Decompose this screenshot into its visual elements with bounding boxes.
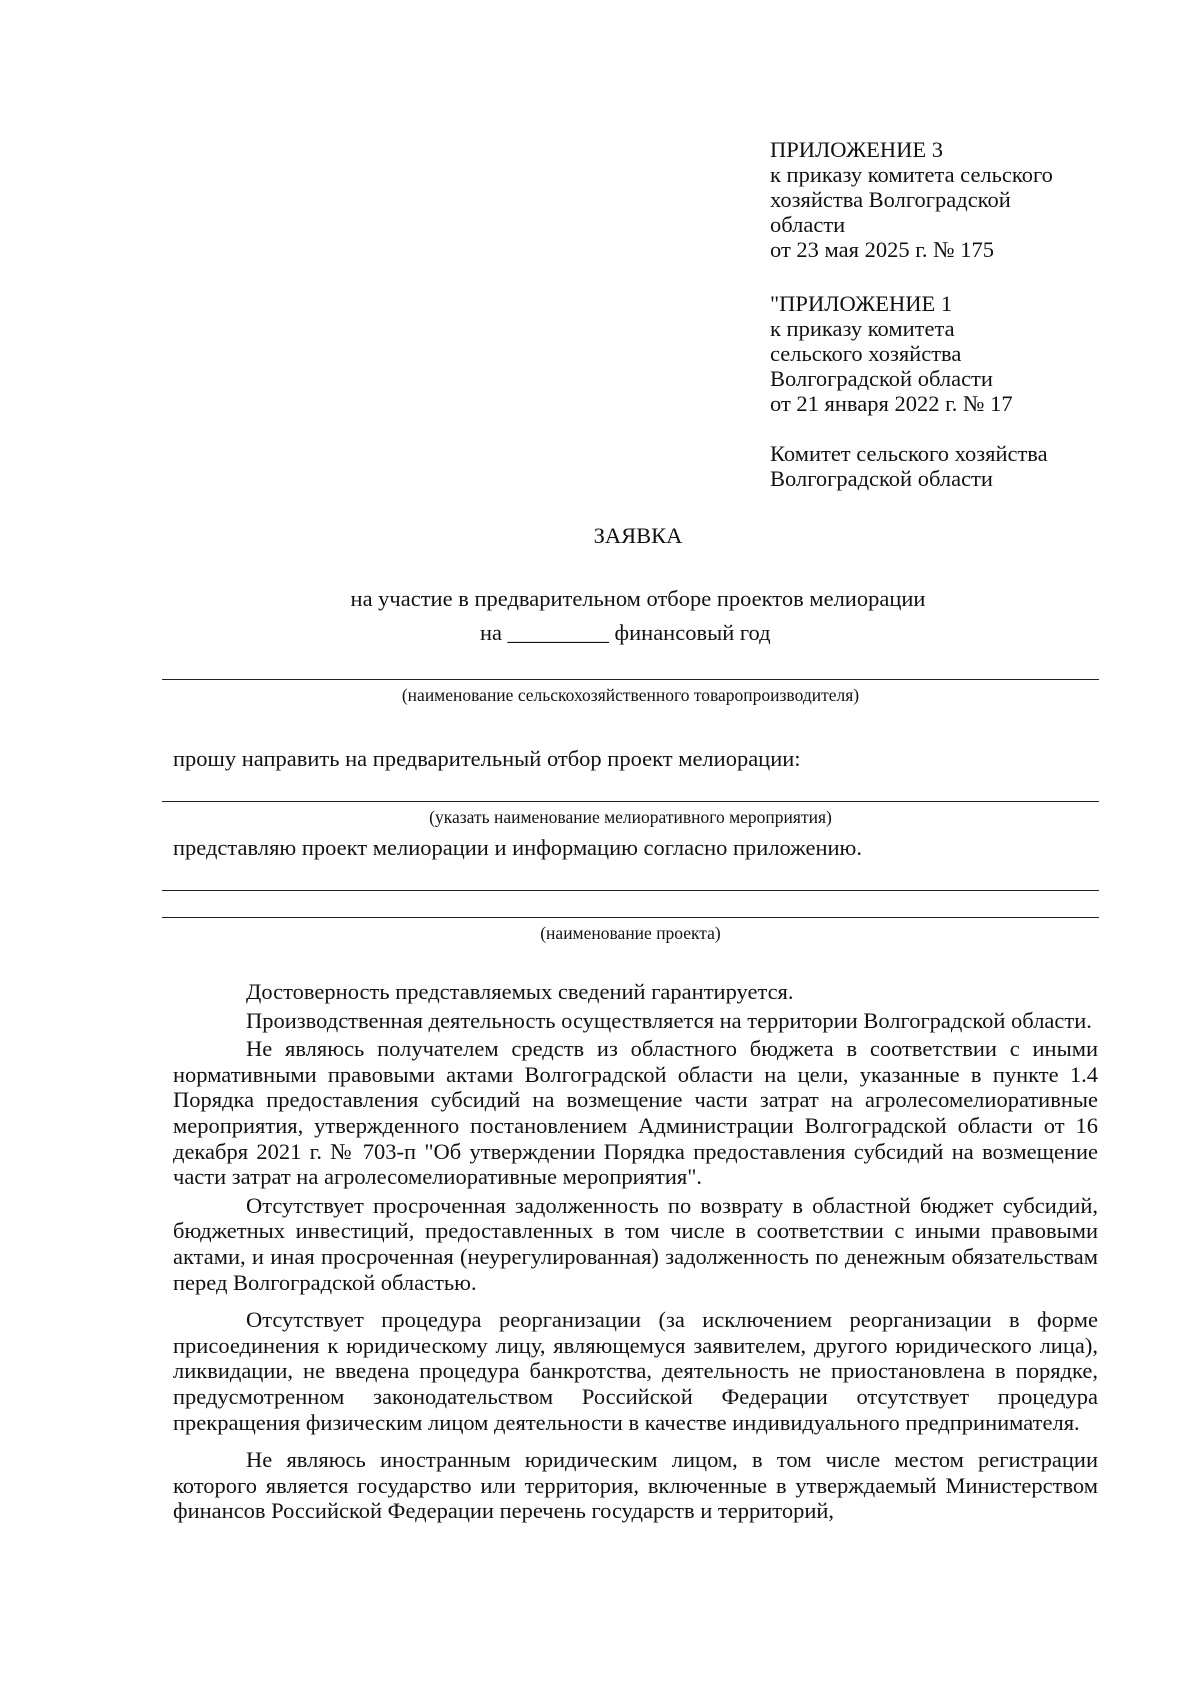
year-blank: _________: [507, 620, 609, 645]
activity-caption: (указать наименование мелиоративного мероприятия): [429, 807, 832, 827]
subtitle-line-1: на участие в предварительном отборе проектов мелиорации: [350, 586, 926, 611]
paragraph-reliability: Достоверность представляемых сведений гарантируется.: [246, 979, 794, 1004]
subtitle-line-2: [480, 620, 771, 646]
appendix-1-line: от 21 января 2022 г. № 17: [770, 391, 1013, 416]
project-caption: (наименование проекта): [540, 923, 721, 943]
body-text: [173, 979, 1098, 1524]
appendix-1-title: "ПРИЛОЖЕНИЕ 1: [770, 291, 953, 316]
subtitle-suffix: финансовый год: [614, 620, 771, 645]
subtitle-prefix: на: [480, 620, 503, 645]
request-text: прошу направить на предварительный отбор проект мелиорации:: [173, 746, 801, 771]
present-text: представляю проект мелиорации и информацию согласно приложению.: [173, 835, 862, 860]
producer-name-line: [162, 679, 1099, 680]
addressee-line: Волгоградской области: [770, 466, 993, 491]
paragraph-not-foreign: Не являюсь иностранным юридическим лицом, в том числе местом регистрации которого является государство или территория, включенные в утверждаемый Министерством финансов Российской Федерации перечень государств и территорий,: [173, 1447, 1098, 1524]
paragraph-no-reorganization: Отсутствует процедура реорганизации (за исключением реорганизации в форме присоединения к юридическому лицу, являющемуся заявителем, другого юридического лица), ликвидации, не введена процедура банкротства, деятельность не приостановлена в порядке, предусмотренном законодательством Российской Федерации отсутствует процедура прекращения физическим лицом деятельности в качестве индивидуального предпринимателя.: [173, 1307, 1098, 1435]
appendix-3-line: хозяйства Волгоградской: [770, 187, 1011, 212]
activity-name-line: [162, 801, 1099, 802]
paragraph-no-funds: Не являюсь получателем средств из областного бюджета в соответствии с иными нормативными правовыми актами Волгоградской области на цели, указанные в пункте 1.4 Порядка предоставления субсидий на возмещение части затрат на агролесомелиоративные мероприятия, утвержденного постановлением Администрации Волгоградской области от 16 декабря 2021 г. № 703-п "Об утверждении Порядка предоставления субсидий на возмещение части затрат на агролесомелиоративные мероприятия".: [173, 1036, 1098, 1190]
appendix-3-line: к приказу комитета сельского: [770, 162, 1053, 187]
document-title: ЗАЯВКА: [593, 523, 683, 548]
paragraph-territory: Производственная деятельность осуществляется на территории Волгоградской области.: [246, 1007, 1092, 1033]
appendix-3-title: ПРИЛОЖЕНИЕ 3: [770, 137, 943, 162]
appendix-1-line: к приказу комитета: [770, 316, 955, 341]
addressee-line: Комитет сельского хозяйства: [770, 441, 1048, 466]
appendix-3-line: области: [770, 212, 846, 237]
addressee-block: [770, 441, 1048, 491]
appendix-3-block: [770, 137, 1053, 262]
appendix-1-line: Волгоградской области: [770, 366, 993, 391]
appendix-1-block: [770, 291, 1013, 416]
project-name-line-1: [162, 890, 1099, 891]
project-name-line-2: [162, 917, 1099, 918]
appendix-1-line: сельского хозяйства: [770, 341, 962, 366]
appendix-3-line: от 23 мая 2025 г. № 175: [770, 237, 994, 262]
producer-caption: (наименование сельскохозяйственного товаропроизводителя): [401, 685, 860, 705]
paragraph-no-debt: Отсутствует просроченная задолженность по возврату в областной бюджет субсидий, бюджетных инвестиций, предоставленных в том числе в соответствии с иными правовыми актами, и иная просроченная (неурегулированная) задолженность по денежным обязательствам перед Волгоградской областью.: [173, 1192, 1098, 1295]
